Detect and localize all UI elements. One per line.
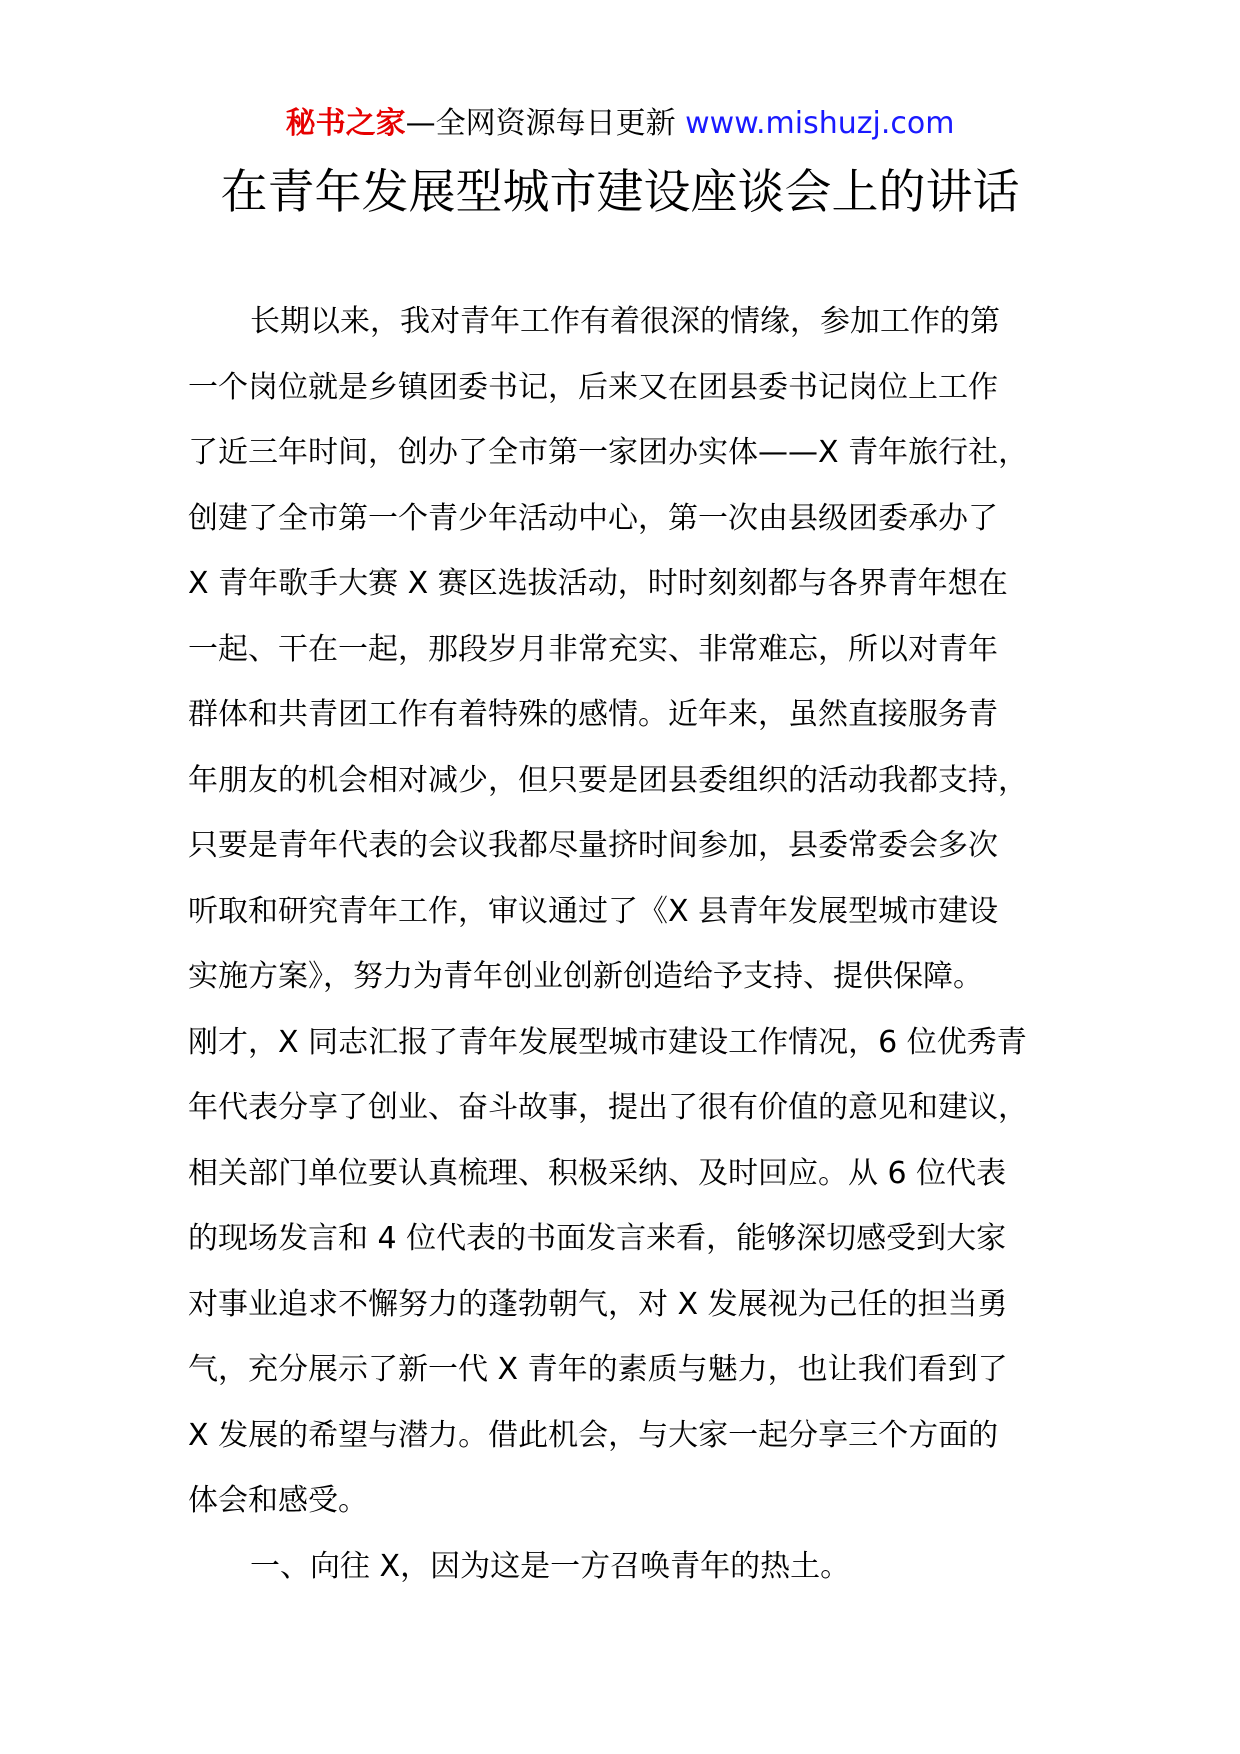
site-url-link[interactable]: www.mishuzj.com bbox=[685, 106, 955, 141]
site-slogan: —全网资源每日更新 bbox=[405, 106, 686, 141]
paragraph-line: X 发展的希望与潜力。借此机会，与大家一起分享三个方面的 bbox=[188, 1417, 999, 1453]
paragraph-line: X 青年歌手大赛 X 赛区选拔活动，时时刻刻都与各界青年想在 bbox=[188, 566, 1008, 601]
paragraph-line: 气，充分展示了新一代 X 青年的素质与魅力，也让我们看到了 bbox=[188, 1352, 1008, 1387]
section-heading: 一、向往 X，因为这是一方召唤青年的热土。 bbox=[250, 1548, 851, 1584]
paragraph-line: 创建了全市第一个青少年活动中心，第一次由县级团委承办了 bbox=[188, 500, 998, 536]
paragraph-line: 听取和研究青年工作，审议通过了《X 县青年发展型城市建设 bbox=[188, 893, 999, 929]
document-body bbox=[188, 292, 1088, 1602]
document-title: 在青年发展型城市建设座谈会上的讲话 bbox=[220, 165, 1020, 220]
paragraph-line: 刚才，X 同志汇报了青年发展型城市建设工作情况，6 位优秀青 bbox=[188, 1024, 1027, 1060]
paragraph-line: 的现场发言和 4 位代表的书面发言来看，能够深切感受到大家 bbox=[188, 1221, 1007, 1256]
paragraph-line: 了近三年时间，创办了全市第一家团办实体——X 青年旅行社， bbox=[188, 435, 1029, 470]
paragraph-line: 年朋友的机会相对减少，但只要是团县委组织的活动我都支持， bbox=[188, 762, 1028, 798]
paragraph-line: 体会和感受。 bbox=[188, 1483, 368, 1518]
paragraph-line: 只要是青年代表的会议我都尽量挤时间参加，县委常委会多次 bbox=[188, 828, 998, 863]
paragraph-line: 群体和共青团工作有着特殊的感情。近年来，虽然直接服务青 bbox=[188, 697, 998, 732]
paragraph-line: 相关部门单位要认真梳理、积极采纳、及时回应。从 6 位代表 bbox=[188, 1155, 1007, 1191]
paragraph-line: 实施方案》，努力为青年创业创新创造给予支持、提供保障。 bbox=[188, 959, 983, 994]
brand-name: 秘书之家 bbox=[285, 106, 406, 141]
paragraph-line: 一个岗位就是乡镇团委书记，后来又在团县委书记岗位上工作 bbox=[188, 369, 998, 405]
paragraph-line: 年代表分享了创业、奋斗故事，提出了很有价值的意见和建议， bbox=[188, 1090, 1028, 1125]
site-header bbox=[0, 102, 1240, 146]
paragraph-line: 长期以来，我对青年工作有着很深的情缘，参加工作的第 bbox=[250, 304, 1000, 339]
paragraph-line: 一起、干在一起，那段岁月非常充实、非常难忘，所以对青年 bbox=[188, 631, 998, 667]
paragraph-line: 对事业追求不懈努力的蓬勃朝气，对 X 发展视为己任的担当勇 bbox=[188, 1286, 1008, 1322]
